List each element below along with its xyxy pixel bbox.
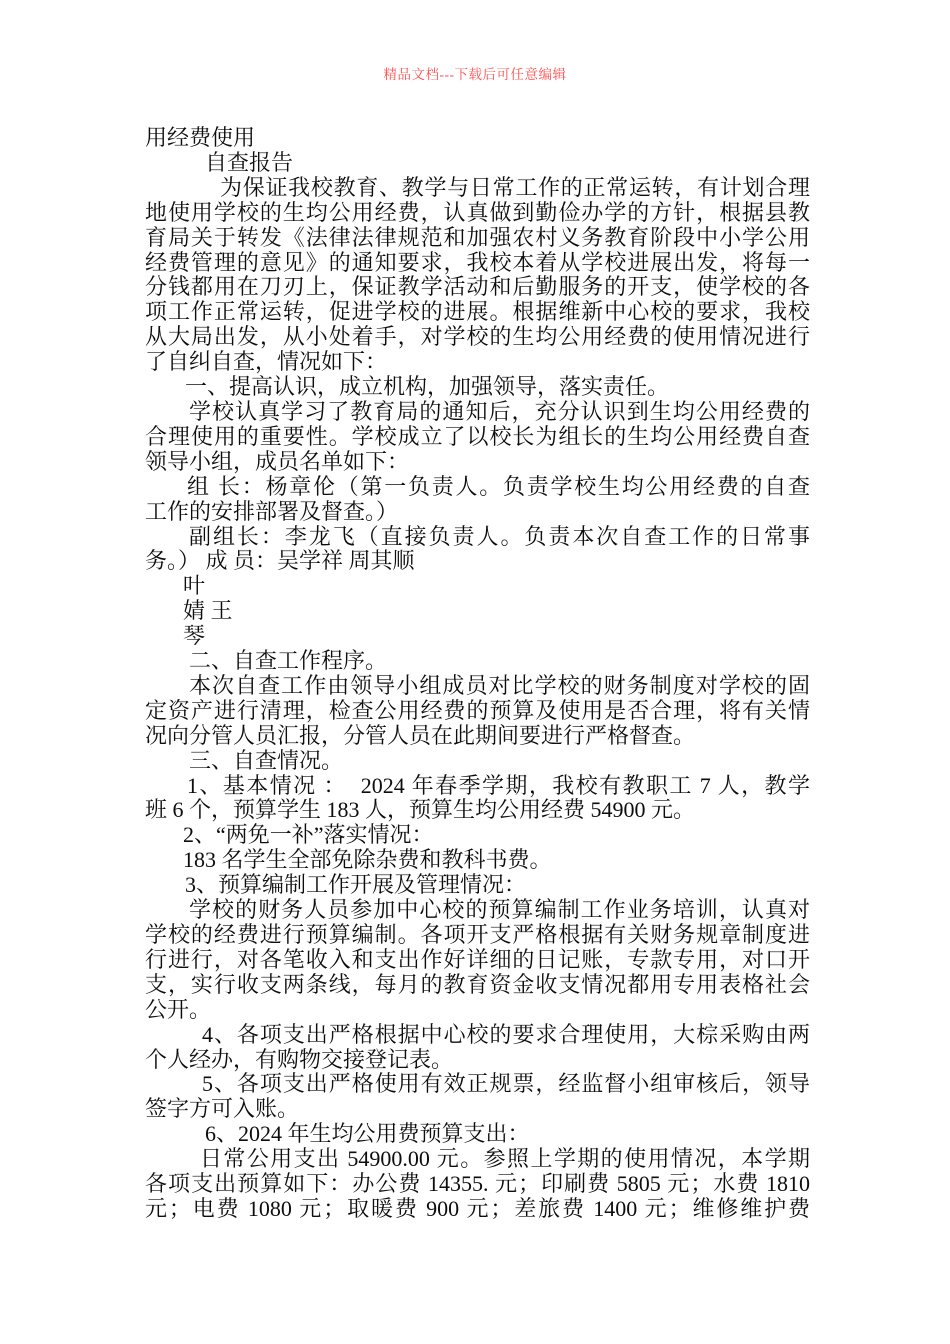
text-line: 琴	[183, 623, 206, 649]
text-line: 婧 王	[183, 598, 233, 624]
text-line: 183 名学生全部免除杂费和教科书费。	[183, 847, 552, 873]
text-line: 组 长：杨章伦（第一负责人。负责学校生均公用经费的自查	[187, 473, 810, 499]
text-line: 学校认真学习了教育局的通知后，充分认识到生均公用经费的	[189, 398, 810, 424]
text-line: 分钱都用在刀刃上，保证教学活动和后勤服务的开支，使学校的各	[145, 274, 810, 300]
text-line: 2、“两免一补”落实情况：	[183, 822, 434, 848]
text-line: 三、自查情况。	[189, 747, 344, 773]
text-line: 4、各项支出严格根据中心校的要求合理使用，大棕采购由两	[202, 1021, 810, 1047]
text-line: 本次自查工作由领导小组成员对比学校的财务制度对学校的固	[189, 672, 810, 698]
text-line: 1、基本情况 ： 2024 年春季学期，我校有教职工 7 人，教学	[187, 772, 810, 798]
text-line: 学校的经费进行预算编制。各项开支严格根据有关财务规章制度进	[145, 922, 810, 947]
text-line: 地使用学校的生均公用经费，认真做到勤俭办学的方针，根据县教	[145, 199, 810, 225]
text-line: 班 6 个，预算学生 183 人，预算生均公用经费 54900 元。	[145, 797, 696, 823]
text-line: 行进行，对各笔收入和支出作好详细的日记账，专款专用，对口开	[145, 946, 810, 972]
text-line: 各项支出预算如下：办公费 14355. 元；印刷费 5805 元；水费 1810	[145, 1171, 810, 1197]
text-line: 自查报告	[205, 149, 294, 175]
text-line: 6、2024 年生均公用费预算支出：	[205, 1121, 530, 1147]
text-line: 从大局出发，从小处着手，对学校的生均公用经费的使用情况进行	[145, 324, 810, 350]
text-line: 叶	[183, 573, 206, 599]
text-line: 务。） 成 员：吴学祥 周其顺	[145, 548, 415, 574]
text-line: 个人经办，有购物交接登记表。	[145, 1046, 454, 1072]
text-line: 3、预算编制工作开展及管理情况：	[185, 872, 527, 898]
text-line: 况向分管人员汇报，分管人员在此期间要进行严格督查。	[145, 722, 696, 748]
text-line: 工作的安排部署及督查。）	[145, 498, 399, 524]
text-line: 5、各项支出严格使用有效正规票，经监督小组审核后，领导	[202, 1071, 810, 1097]
text-line: 了自纠自查，情况如下：	[145, 349, 388, 375]
text-line: 元；电费 1080 元；取暖费 900 元；差旅费 1400 元；维修维护费	[145, 1195, 810, 1221]
text-line: 育局关于转发《法律法律规范和加强农村义务教育阶段中小学公用	[145, 224, 810, 250]
text-line: 项工作正常运转，促进学校的进展。根据维新中心校的要求，我校	[145, 299, 810, 325]
text-line: 日常公用支出 54900.00 元。参照上学期的使用情况，本学期	[200, 1146, 810, 1172]
text-line: 经费管理的意见》的通知要求，我校本着从学校进展出发，将每一	[145, 249, 810, 275]
document-body	[145, 126, 810, 1222]
watermark-header: 精品文档---下载后可任意编辑	[383, 67, 567, 82]
text-line: 为保证我校教育、教学与日常工作的正常运转，有计划合理	[220, 174, 810, 200]
text-line: 支，实行收支两条线，每月的教育资金收支情况都用专用表格社会	[145, 971, 810, 997]
text-line: 一、提高认识，成立机构，加强领导，落实责任。	[185, 374, 670, 400]
text-line: 用经费使用	[145, 125, 256, 150]
text-line: 副组长：李龙飞（直接负责人。负责本次自查工作的日常事	[189, 523, 810, 549]
text-line: 签字方可入账。	[145, 1096, 300, 1122]
text-line: 二、自查工作程序。	[189, 648, 388, 674]
text-line: 学校的财务人员参加中心校的预算编制工作业务培训，认真对	[189, 897, 810, 923]
text-line: 领导小组，成员名单如下：	[145, 448, 410, 474]
text-line: 定资产进行清理，检查公用经费的预算及使用是否合理，将有关情	[145, 697, 810, 723]
text-line: 公开。	[145, 996, 212, 1022]
text-line: 合理使用的重要性。学校成立了以校长为组长的生均公用经费自查	[145, 423, 810, 449]
